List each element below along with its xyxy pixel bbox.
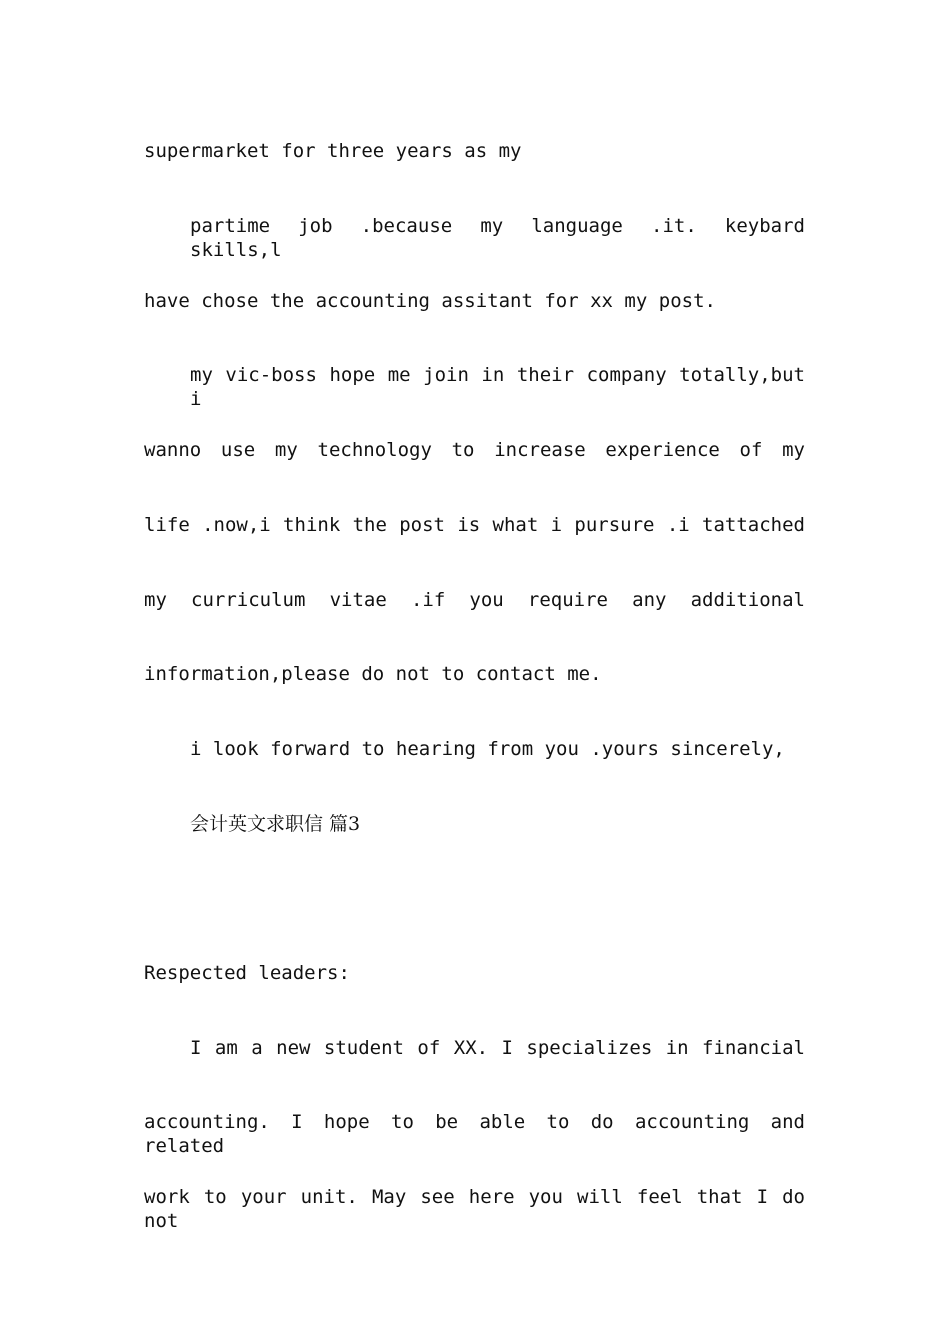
text-line: information,please do not to contact me.: [144, 663, 602, 685]
text-line: life .now,i think the post is what i pursure .i tattached: [144, 514, 805, 536]
text-line: wanno use my technology to increase experience of my: [144, 439, 805, 461]
text-line: I am a new student of XX. I specializes in financial: [190, 1037, 805, 1059]
text-line: have chose the accounting assitant for xx my post.: [144, 290, 716, 312]
text-line: work to your unit. May see here you will feel that I do not: [144, 1186, 805, 1232]
section-heading: 会计英文求职信 篇3: [190, 813, 361, 835]
text-line: my curriculum vitae .if you require any additional: [144, 589, 805, 611]
text-line: accounting. I hope to be able to do accounting and related: [144, 1111, 805, 1157]
text-line: partime job .because my language .it. keybard skills,l: [190, 215, 805, 261]
text-line: i look forward to hearing from you .yours sincerely,: [190, 738, 785, 760]
text-line: my vic-boss hope me join in their company totally,but i: [190, 364, 805, 410]
salutation: Respected leaders:: [144, 962, 350, 984]
text-line: supermarket for three years as my: [144, 140, 522, 162]
